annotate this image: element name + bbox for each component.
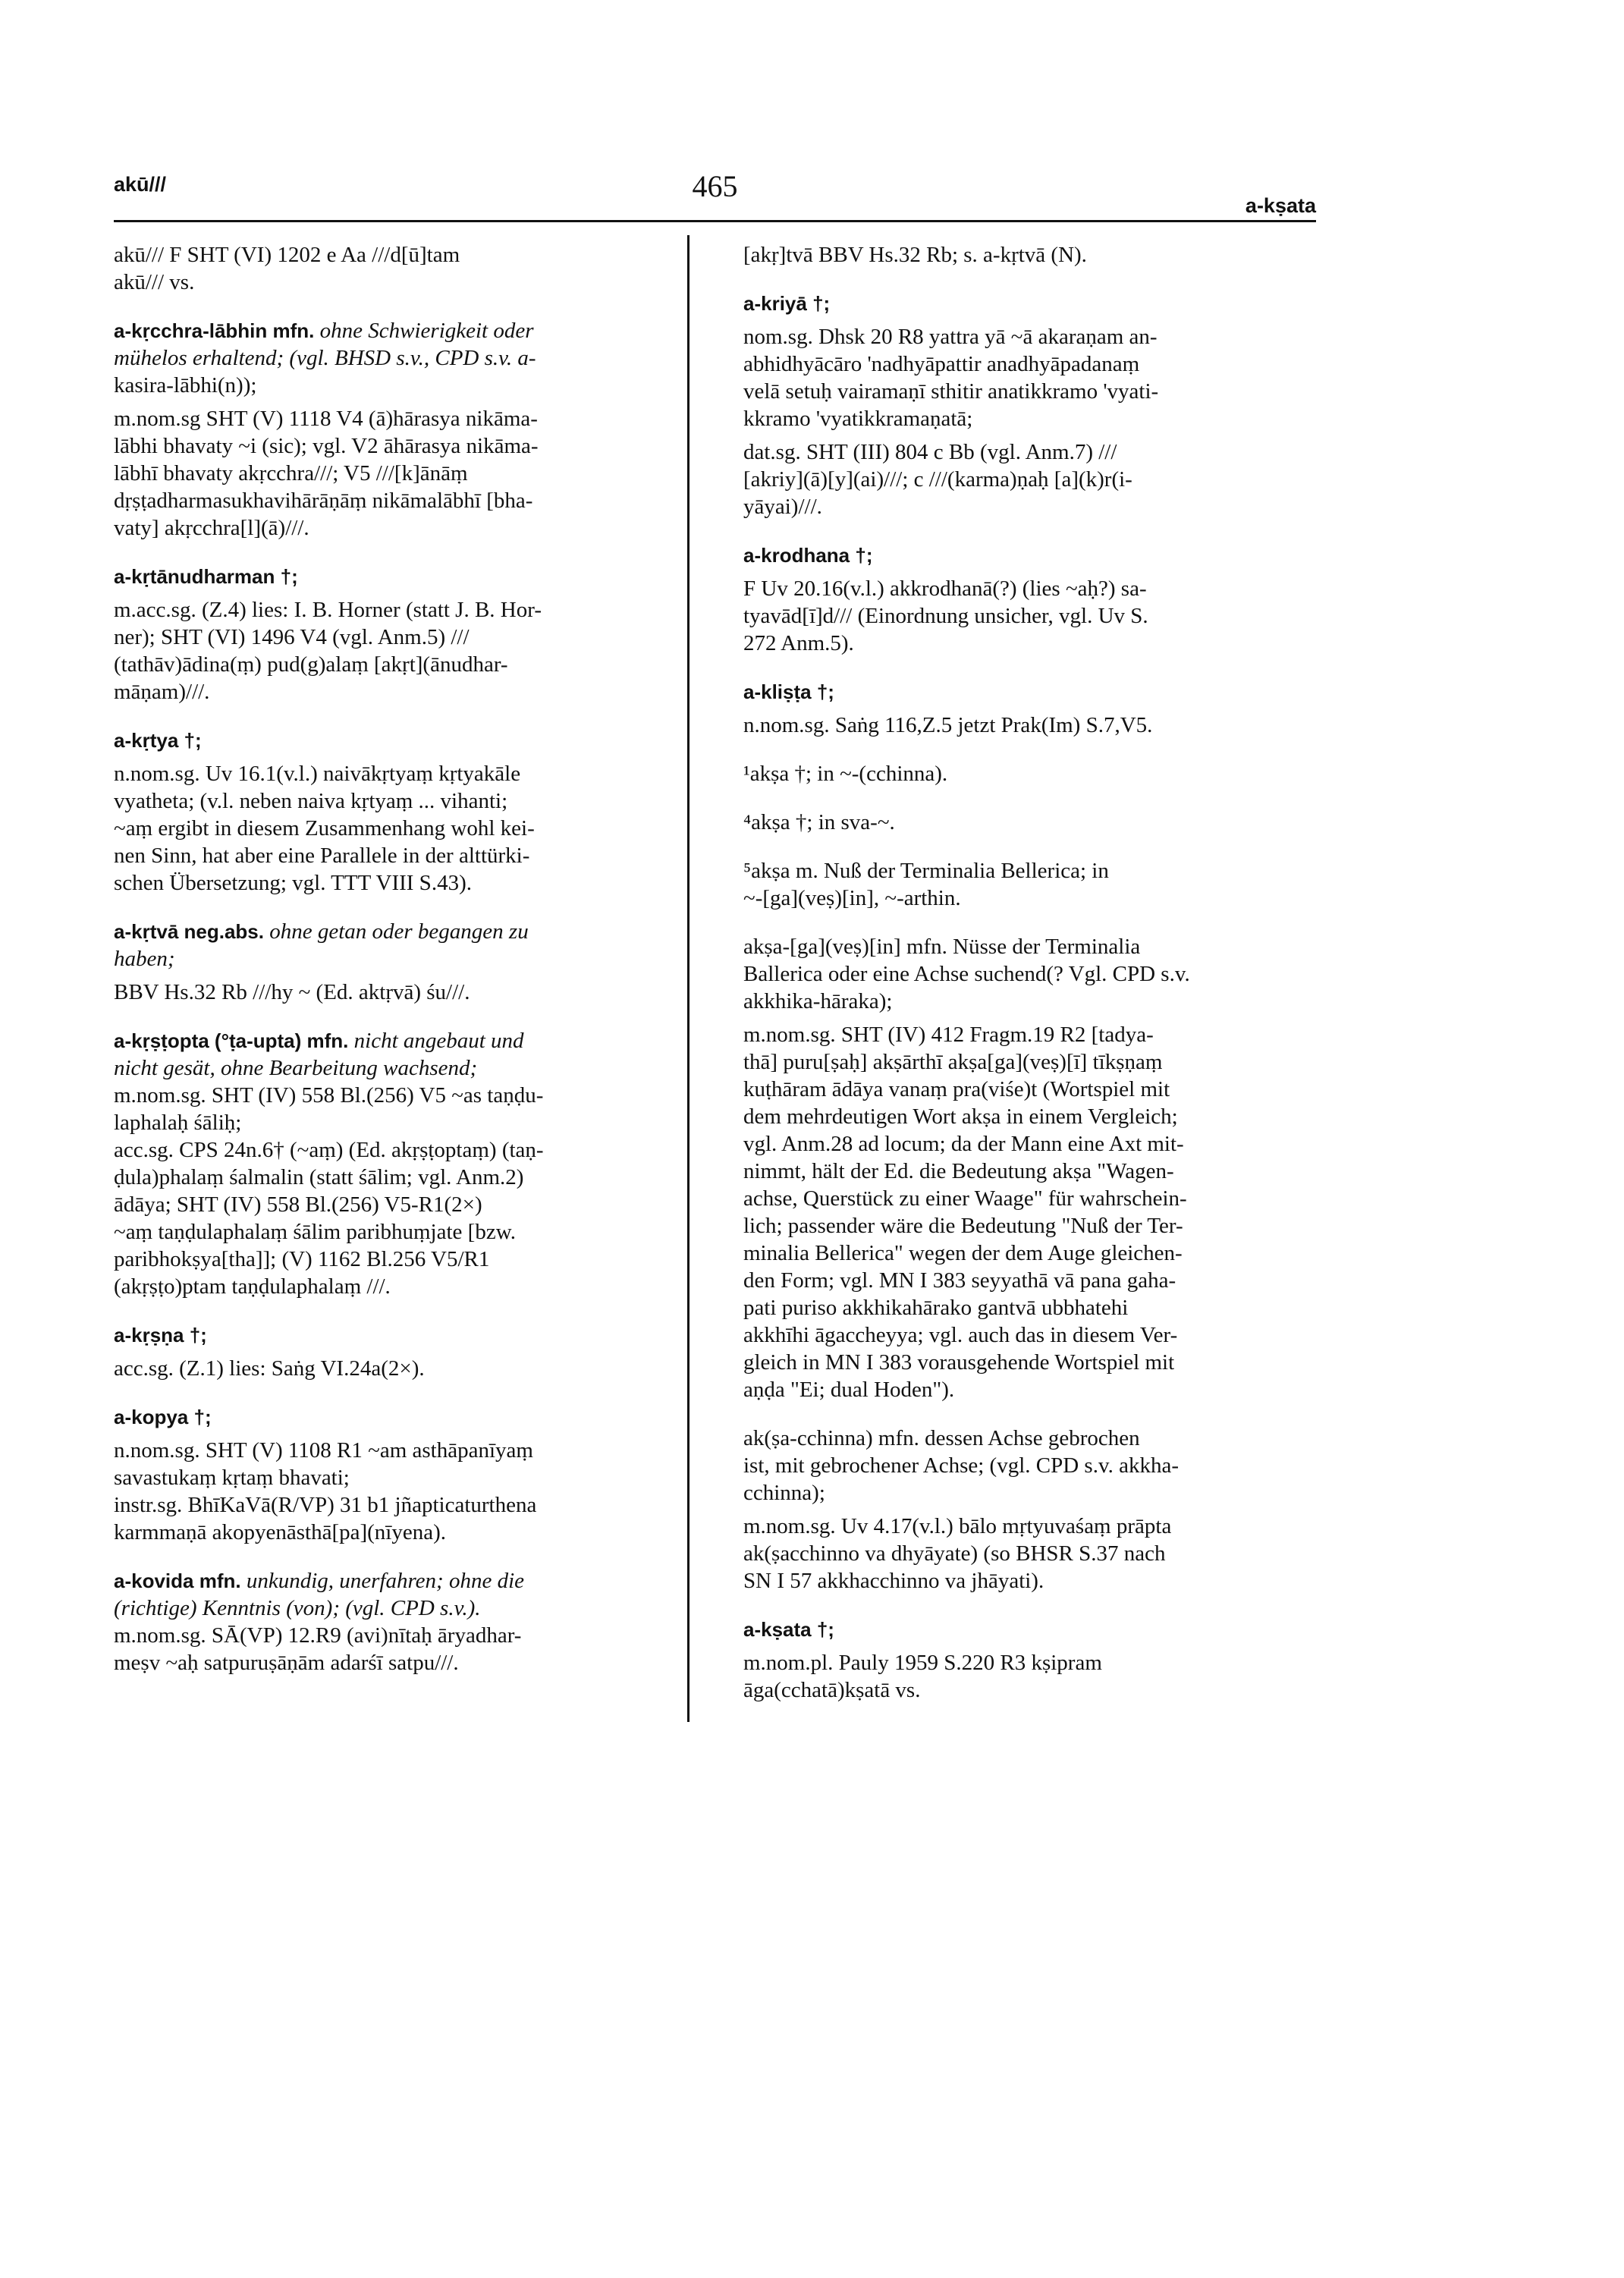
entry-text-line: velā setuḥ vairamaṇī sthitir anatikkramo 'vyati- [743, 379, 1159, 404]
entry-text-line: nen Sinn, hat aber eine Parallele in der alttürki- [114, 844, 530, 868]
entry-text-line: ~aṃ ergibt in diesem Zusammenhang wohl kei- [114, 816, 535, 841]
entry-text-line: meṣv ~aḥ satpuruṣāṇām adarśī satpu///. [114, 1651, 459, 1675]
entry-text-line: m.acc.sg. (Z.4) lies: I. B. Horner (statt J. B. Hor- [114, 598, 542, 622]
entry-text-line: ~-[ga](veṣ)[in], ~-arthin. [743, 886, 961, 910]
entry-text-line: kuṭhāram ādāya vanaṃ pra(viśe)t (Wortspiel mit [743, 1077, 1170, 1101]
entry-text-line: vgl. Anm.28 ad locum; da der Mann eine Axt mit- [743, 1132, 1184, 1156]
headword-text: a-kliṣṭa †; [743, 680, 834, 703]
dictionary-entry [743, 760, 1308, 787]
headword-text: a-kṛṣṭopta (°ṭa-upta) mfn. [114, 1029, 349, 1052]
entry-headword [114, 727, 679, 754]
entry-text-line: n.nom.sg. Saṅg 116,Z.5 jetzt Prak(Im) S.7,V5. [743, 713, 1153, 737]
dictionary-entry [743, 241, 1308, 269]
entry-headword [114, 1321, 679, 1349]
entry-text-line: māṇam)///. [114, 680, 210, 704]
entry-text-line: dṛṣṭadharmasukhavihārāṇāṃ nikāmalābhī [bha- [114, 489, 533, 513]
entry-text-line: nom.sg. Dhsk 20 R8 yattra yā ~ā akaraṇam an- [743, 325, 1158, 349]
entry-definition-line: mühelos erhaltend; (vgl. BHSD s.v., CPD s.v. a- [114, 346, 536, 370]
entry-text-line: nimmt, hält der Ed. die Bedeutung akṣa "Wagen- [743, 1159, 1174, 1183]
entry-text-line: aṇḍa "Ei; dual Hoden"). [743, 1378, 955, 1402]
entry-text-line: vaty] akṛcchra[l](ā)///. [114, 516, 309, 540]
entry-text-line: ~aṃ taṇḍulaphalaṃ śālim paribhuṃjate [bzw. [114, 1220, 517, 1244]
dictionary-entry [114, 317, 679, 542]
entry-text-line: [akṛ]tvā BBV Hs.32 Rb; s. a-kṛtvā (N). [743, 243, 1087, 267]
headword-text: a-kṛcchra-lābhin mfn. [114, 319, 315, 342]
entry-text-line: SN I 57 akkhacchinno va jhāyati). [743, 1569, 1044, 1593]
entry-text-line: m.nom.sg SHT (V) 1118 V4 (ā)hārasya nikāma- [114, 407, 538, 431]
entry-definition-line: (richtige) Kenntnis (von); (vgl. CPD s.v.). [114, 1596, 481, 1620]
entry-text-line: achse, Querstück zu einer Waage" für wahrschein- [743, 1186, 1187, 1211]
entry-text-line: cchinna); [743, 1481, 825, 1505]
entry-text-line: dat.sg. SHT (III) 804 c Bb (vgl. Anm.7) /// [743, 440, 1117, 464]
entry-text-line: m.nom.sg. SĀ(VP) 12.R9 (avi)nītaḥ āryadhar- [114, 1623, 522, 1648]
entry-definition: ohne getan oder begangen zu [269, 919, 529, 944]
entry-text-line: thā] puru[ṣaḥ] akṣārthī akṣa[ga](veṣ)[ī] tīkṣṇaṃ [743, 1050, 1163, 1074]
entry-text-line: den Form; vgl. MN I 383 seyyathā vā pana gaha- [743, 1268, 1176, 1293]
right-column [743, 241, 1308, 1725]
entry-text-line: 272 Anm.5). [743, 631, 854, 655]
entry-text-line: ḍula)phalaṃ śalmalin (statt śālim; vgl. Anm.2) [114, 1165, 524, 1189]
entry-headword [114, 1403, 679, 1431]
entry-text-line: kkramo 'vyatikkramaṇatā; [743, 407, 973, 431]
headword-text: a-kṛtya †; [114, 729, 202, 752]
entry-headword [114, 317, 679, 344]
dictionary-entry [114, 1403, 679, 1546]
entry-text-line: ner); SHT (VI) 1496 V4 (vgl. Anm.5) /// [114, 625, 470, 649]
dictionary-entry [114, 727, 679, 897]
entry-text-line: gleich in MN I 383 vorausgehende Wortspiel mit [743, 1350, 1175, 1375]
entry-text-line: [akriy](ā)[y](ai)///; c ///(karma)ṇaḥ [a](k)r(i- [743, 467, 1132, 492]
dictionary-entry [114, 563, 679, 705]
entry-headword [114, 1027, 679, 1054]
header-left-guideword: akū/// [114, 173, 167, 196]
dictionary-entry [114, 918, 679, 1006]
entry-headword [743, 1616, 1308, 1643]
entry-text-line: lābhi bhavaty ~i (sic); vgl. V2 āhārasya nikāma- [114, 434, 539, 458]
entry-text-line: vyatheta; (v.l. neben naiva kṛtyaṃ ... vihanti; [114, 789, 508, 813]
entry-headword [114, 1567, 679, 1595]
headword-text: a-krodhana †; [743, 544, 873, 567]
headword-text: a-kṣata †; [743, 1618, 834, 1641]
headword-text: a-kovida mfn. [114, 1569, 241, 1592]
entry-text-line: Ballerica oder eine Achse suchend(? Vgl. CPD s.v. [743, 962, 1190, 986]
entry-text-line: akkhika-hāraka); [743, 989, 893, 1013]
entry-text-line: karmmaṇā akopyenāsthā[pa](nīyena). [114, 1520, 447, 1544]
dictionary-entry [743, 1425, 1308, 1595]
entry-text-line: m.nom.sg. Uv 4.17(v.l.) bālo mṛtyuvaśaṃ prāpta [743, 1514, 1172, 1538]
entry-text-line: savastukaṃ kṛtaṃ bhavati; [114, 1466, 350, 1490]
entry-text-line: m.nom.sg. SHT (IV) 412 Fragm.19 R2 [tadya- [743, 1023, 1154, 1047]
entry-text-line: m.nom.pl. Pauly 1959 S.220 R3 kṣipram [743, 1651, 1102, 1675]
dictionary-entry [743, 542, 1308, 657]
headword-text: a-kopya †; [114, 1406, 212, 1428]
entry-text-line: ⁵akṣa m. Nuß der Terminalia Bellerica; in [743, 859, 1109, 883]
page-header [114, 169, 1316, 217]
entry-headword [743, 290, 1308, 317]
entry-text-line: laphalaḥ śāliḥ; [114, 1111, 242, 1135]
entry-text-line: ak(ṣacchinno va dhyāyate) (so BHSR S.37 nach [743, 1541, 1166, 1566]
entry-text-line: lābhī bhavaty akṛcchra///; V5 ///[k]ānāṃ [114, 461, 468, 485]
entry-text-line: acc.sg. (Z.1) lies: Saṅg VI.24a(2×). [114, 1356, 425, 1381]
dictionary-entry [114, 241, 679, 296]
headword-text: a-kriyā †; [743, 292, 831, 315]
page-number: 465 [692, 169, 738, 203]
dictionary-entry [743, 290, 1308, 520]
entry-text-line: akū/// vs. [114, 270, 195, 294]
entry-text-line: ⁴akṣa †; in sva-~. [743, 810, 895, 834]
header-right-guideword: a-kṣata [1245, 194, 1316, 217]
dictionary-entry [743, 809, 1308, 836]
entry-text-line: akū/// F SHT (VI) 1202 e Aa ///d[ū]tam [114, 243, 460, 267]
dictionary-entry [114, 1567, 679, 1676]
entry-text-line: pati puriso akkhikahārako gantvā ubbhatehi [743, 1296, 1129, 1320]
dictionary-entry [743, 678, 1308, 739]
dictionary-entry [114, 1027, 679, 1300]
entry-text-line: (akṛṣṭo)ptam taṇḍulaphalaṃ ///. [114, 1274, 391, 1299]
header-rule [114, 220, 1316, 222]
entry-text-line: paribhokṣya[tha]]; (V) 1162 Bl.256 V5/R1 [114, 1247, 490, 1271]
entry-text-line: tyavād[ī]d/// (Einordnung unsicher, vgl. Uv S. [743, 604, 1148, 628]
entry-definition-line: haben; [114, 947, 175, 971]
entry-text-line: F Uv 20.16(v.l.) akkrodhanā(?) (lies ~aḥ?) sa- [743, 577, 1147, 601]
entry-text-line: n.nom.sg. SHT (V) 1108 R1 ~am asthāpanīyaṃ [114, 1438, 533, 1463]
entry-text-line: schen Übersetzung; vgl. TTT VIII S.43). [114, 871, 472, 895]
dictionary-entry [114, 1321, 679, 1382]
entry-text-line: acc.sg. CPS 24n.6† (~aṃ) (Ed. akṛṣṭoptaṃ) (taṇ- [114, 1138, 544, 1162]
entry-text-line: ist, mit gebrochener Achse; (vgl. CPD s.v. akkha- [743, 1453, 1179, 1478]
entry-definition: nicht angebaut und [353, 1029, 524, 1053]
entry-definition-line: nicht gesät, ohne Bearbeitung wachsend; [114, 1056, 478, 1080]
entry-headword [743, 542, 1308, 569]
headword-text: a-kṛtvā neg.abs. [114, 920, 264, 943]
entry-text-line: kasira-lābhi(n)); [114, 373, 257, 397]
entry-text-line: ak(ṣa-cchinna) mfn. dessen Achse gebrochen [743, 1426, 1140, 1450]
entry-text-line: dem mehrdeutigen Wort akṣa in einem Vergleich; [743, 1104, 1178, 1129]
entry-headword [114, 918, 679, 945]
dictionary-entry [743, 933, 1308, 1403]
entry-text-line: instr.sg. BhīKaVā(R/VP) 31 b1 jñapticaturthena [114, 1493, 537, 1517]
column-divider [687, 235, 689, 1722]
entry-headword [114, 563, 679, 590]
entry-definition: unkundig, unerfahren; ohne die [246, 1569, 525, 1593]
dictionary-entry [743, 857, 1308, 912]
entry-text-line: minalia Bellerica" wegen der dem Auge gleichen- [743, 1241, 1183, 1265]
entry-text-line: ādāya; SHT (IV) 558 Bl.(256) V5-R1(2×) [114, 1192, 482, 1217]
entry-text-line: lich; passender wäre die Bedeutung "Nuß der Ter- [743, 1214, 1183, 1238]
entry-text-line: akṣa-[ga](veṣ)[in] mfn. Nüsse der Terminalia [743, 935, 1141, 959]
entry-headword [743, 678, 1308, 705]
entry-text-line: āga(cchatā)kṣatā vs. [743, 1678, 921, 1702]
entry-text-line: BBV Hs.32 Rb ///hy ~ (Ed. aktṛvā) śu///. [114, 980, 470, 1004]
left-column [114, 241, 679, 1698]
entry-text-line: (tathāv)ādina(ṃ) pud(g)alaṃ [akṛt](ānudhar- [114, 652, 508, 677]
entry-text-line: abhidhyācāro 'nadhyāpattir anadhyāpadanaṃ [743, 352, 1140, 376]
headword-text: a-kṛṣṇa †; [114, 1324, 207, 1346]
entry-text-line: akkhīhi āgaccheyya; vgl. auch das in diesem Ver- [743, 1323, 1178, 1347]
entry-definition: ohne Schwierigkeit oder [319, 319, 534, 343]
dictionary-entry [743, 1616, 1308, 1704]
entry-text-line: m.nom.sg. SHT (IV) 558 Bl.(256) V5 ~as taṇḍu- [114, 1083, 544, 1108]
entry-text-line: ¹akṣa †; in ~-(cchinna). [743, 762, 948, 786]
entry-text-line: yāyai)///. [743, 495, 822, 519]
headword-text: a-kṛtānudharman †; [114, 565, 298, 588]
entry-text-line: n.nom.sg. Uv 16.1(v.l.) naivākṛtyaṃ kṛtyakāle [114, 762, 521, 786]
